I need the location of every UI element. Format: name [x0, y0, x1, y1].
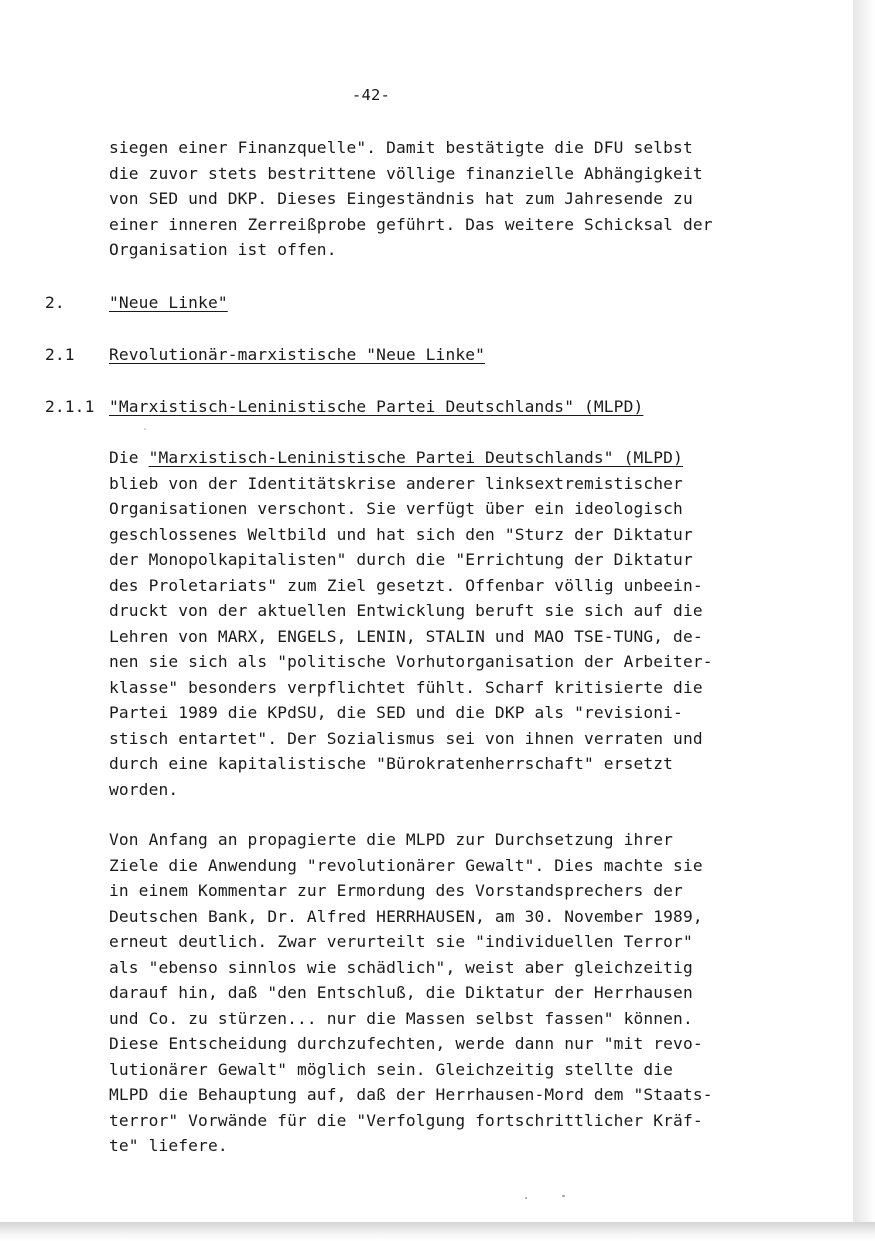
heading-2-1-1-number: 2.1.1	[45, 397, 95, 416]
paragraph-dfu-finances: siegen einer Finanzquelle". Damit bestätigte die DFU selbst die zuvor stets bestrittene völlige finanzielle Abhängigkeit von SED und DKP. Dieses Eingeständnis hat zum Jahresende zu einer inneren Zerreißprobe geführt. Das weitere Schicksal der Organisation ist offen.	[109, 138, 713, 259]
party-name-underlined: "Marxistisch-Leninistische Partei Deutschlands" (MLPD)	[148, 448, 683, 467]
heading-2-1-title: Revolutionär-marxistische "Neue Linke"	[109, 345, 486, 364]
heading-2-title: "Neue Linke"	[109, 293, 228, 312]
scan-speck	[525, 1197, 527, 1199]
scan-speck	[562, 1195, 565, 1197]
page-number: -42-	[351, 86, 391, 104]
scan-speck	[144, 428, 146, 430]
page-shadow-right	[853, 0, 875, 1241]
heading-2-number: 2.	[45, 293, 65, 312]
page-shadow-bottom	[0, 1222, 875, 1241]
paragraph-body: blieb von der Identitätskrise anderer linksextremistischer Organisationen verschont. Sie verfügt über ein ideologisch geschlossenes Weltbild und hat sich den "Sturz der Diktatur der Monopolkapitalisten" durch die "Errichtung der Diktatur des Proletariats" zum Ziel gesetzt. Offenbar völlig unbeein- druckt von der aktuellen Entwicklung beruft sie sich auf die Lehren von MARX, ENGELS, LENIN, STALIN und MAO TSE-TUNG, de- nen sie sich als "politische Vorhutorganisation der Arbeiter- klasse" besonders verpflichtet fühlt. Scharf kritisierte die Partei 1989 die KPdSU, die SED und die DKP als "revisioni- stisch entartet". Der Sozialismus sei von ihnen verraten und durch eine kapitalistische "Bürokratenherrschaft" ersetzt worden.	[109, 473, 713, 799]
paragraph-prefix: Die	[109, 448, 149, 467]
heading-2-1-number: 2.1	[45, 345, 75, 364]
paragraph-mlpd-violence: Von Anfang an propagierte die MLPD zur Durchsetzung ihrer Ziele die Anwendung "revolutionärer Gewalt". Dies machte sie in einem Kommentar zur Ermordung des Vorstandsprechers der Deutschen Bank, Dr. Alfred HERRHAUSEN, am 30. November 1989, erneut deutlich. Zwar verurteilt sie "individuellen Terror" als "ebenso sinnlos wie schädlich", weist aber gleichzeitig darauf hin, daß "den Entschluß, die Diktatur der Herrhausen und Co. zu stürzen... nur die Massen selbst fassen" können. Diese Entscheidung durchzufechten, werde dann nur "mit revo- lutionärer Gewalt" möglich sein. Gleichzeitig stellte die MLPD die Behauptung auf, daß der Herrhausen-Mord dem "Staats- terror" Vorwände für die "Verfolgung fortschrittlicher Kräf- te" liefere.	[109, 830, 713, 1155]
heading-2-1-1-title: "Marxistisch-Leninistische Partei Deutschlands" (MLPD)	[109, 397, 644, 416]
paragraph-mlpd-ideology	[109, 445, 713, 802]
